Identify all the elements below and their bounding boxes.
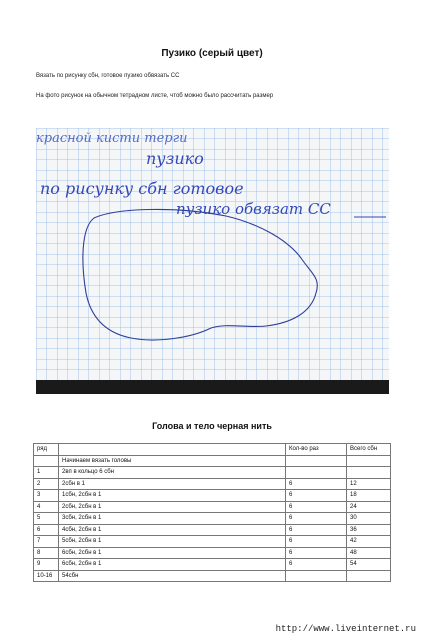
handwriting-line-2: пузико xyxy=(146,149,204,168)
table-cell: 9 xyxy=(34,559,59,571)
table-row xyxy=(34,467,391,479)
table-cell: 6сбн, 2сбн в 1 xyxy=(59,559,286,571)
table-cell: 54сбн xyxy=(59,570,286,582)
page-title: Пузико (серый цвет) xyxy=(161,48,263,59)
table-row xyxy=(34,478,391,490)
table-cell: 4сбн, 2сбн в 1 xyxy=(59,524,286,536)
table-cell: 2вп в кольцо 6 сбн xyxy=(59,467,286,479)
table-cell: 10-16 xyxy=(34,570,59,582)
instruction-line-1: Вязать по рисунку сбн, готовое пузико обвязать СС xyxy=(36,73,180,79)
table-cell: 6 xyxy=(286,490,347,502)
notebook-photo xyxy=(36,128,389,394)
instruction-line-2: На фото рисунок на обычном тетрадном листе, чтоб можно было рассчитать размер xyxy=(36,93,274,99)
table-row xyxy=(34,524,391,536)
table-cell: 3сбн, 2сбн в 1 xyxy=(59,513,286,525)
table-cell: 8 xyxy=(34,547,59,559)
table-cell: 36 xyxy=(347,524,391,536)
table-cell: 1сбн, 2сбн в 1 xyxy=(59,490,286,502)
table-cell xyxy=(34,455,59,467)
header-cell: Всего сбн xyxy=(347,444,391,456)
table-cell: 6 xyxy=(286,559,347,571)
table-cell: 6 xyxy=(286,501,347,513)
table-cell xyxy=(347,570,391,582)
table-row xyxy=(34,490,391,502)
table-cell xyxy=(286,467,347,479)
table-cell: 1 xyxy=(34,467,59,479)
table-cell: 6 xyxy=(286,478,347,490)
table-cell: 6сбн, 2сбн в 1 xyxy=(59,547,286,559)
table-cell: 4 xyxy=(34,501,59,513)
table-cell: Начинаем вязать головы xyxy=(59,455,286,467)
table-cell: 48 xyxy=(347,547,391,559)
table-row xyxy=(34,536,391,548)
pattern-table xyxy=(33,443,391,582)
table-cell: 42 xyxy=(347,536,391,548)
table-cell: 5сбн, 2сбн в 1 xyxy=(59,536,286,548)
table-cell: 12 xyxy=(347,478,391,490)
table-cell: 2сбн в 1 xyxy=(59,478,286,490)
table-cell: 54 xyxy=(347,559,391,571)
table-cell: 2 xyxy=(34,478,59,490)
handwriting-line-1: красной кисти терги xyxy=(36,131,188,146)
handwriting-line-3: по рисунку сбн готовое xyxy=(40,179,244,198)
table-cell: 5 xyxy=(34,513,59,525)
section-title: Голова и тело черная нить xyxy=(152,421,272,431)
table-cell xyxy=(286,455,347,467)
table-cell: 3 xyxy=(34,490,59,502)
table-cell: 30 xyxy=(347,513,391,525)
table-cell: 7 xyxy=(34,536,59,548)
table-row xyxy=(34,513,391,525)
table-cell: 6 xyxy=(286,547,347,559)
table-cell: 6 xyxy=(34,524,59,536)
table-header-row xyxy=(34,444,391,456)
table-row xyxy=(34,559,391,571)
table-cell: 6 xyxy=(286,536,347,548)
table-row xyxy=(34,455,391,467)
table-row xyxy=(34,570,391,582)
table-row xyxy=(34,547,391,559)
table-cell: 2сбн, 2сбн в 1 xyxy=(59,501,286,513)
table-cell xyxy=(347,467,391,479)
table-cell: 6 xyxy=(286,524,347,536)
table-cell xyxy=(286,570,347,582)
header-cell xyxy=(59,444,286,456)
table-row xyxy=(34,501,391,513)
header-cell: Кол-во раз xyxy=(286,444,347,456)
table-cell: 18 xyxy=(347,490,391,502)
header-cell: ряд xyxy=(34,444,59,456)
handwriting-line-4: пузико обвязат СС xyxy=(176,200,331,218)
footer-url[interactable]: http://www.liveinternet.ru xyxy=(275,624,416,634)
table-cell: 6 xyxy=(286,513,347,525)
table-cell xyxy=(347,455,391,467)
table-cell: 24 xyxy=(347,501,391,513)
